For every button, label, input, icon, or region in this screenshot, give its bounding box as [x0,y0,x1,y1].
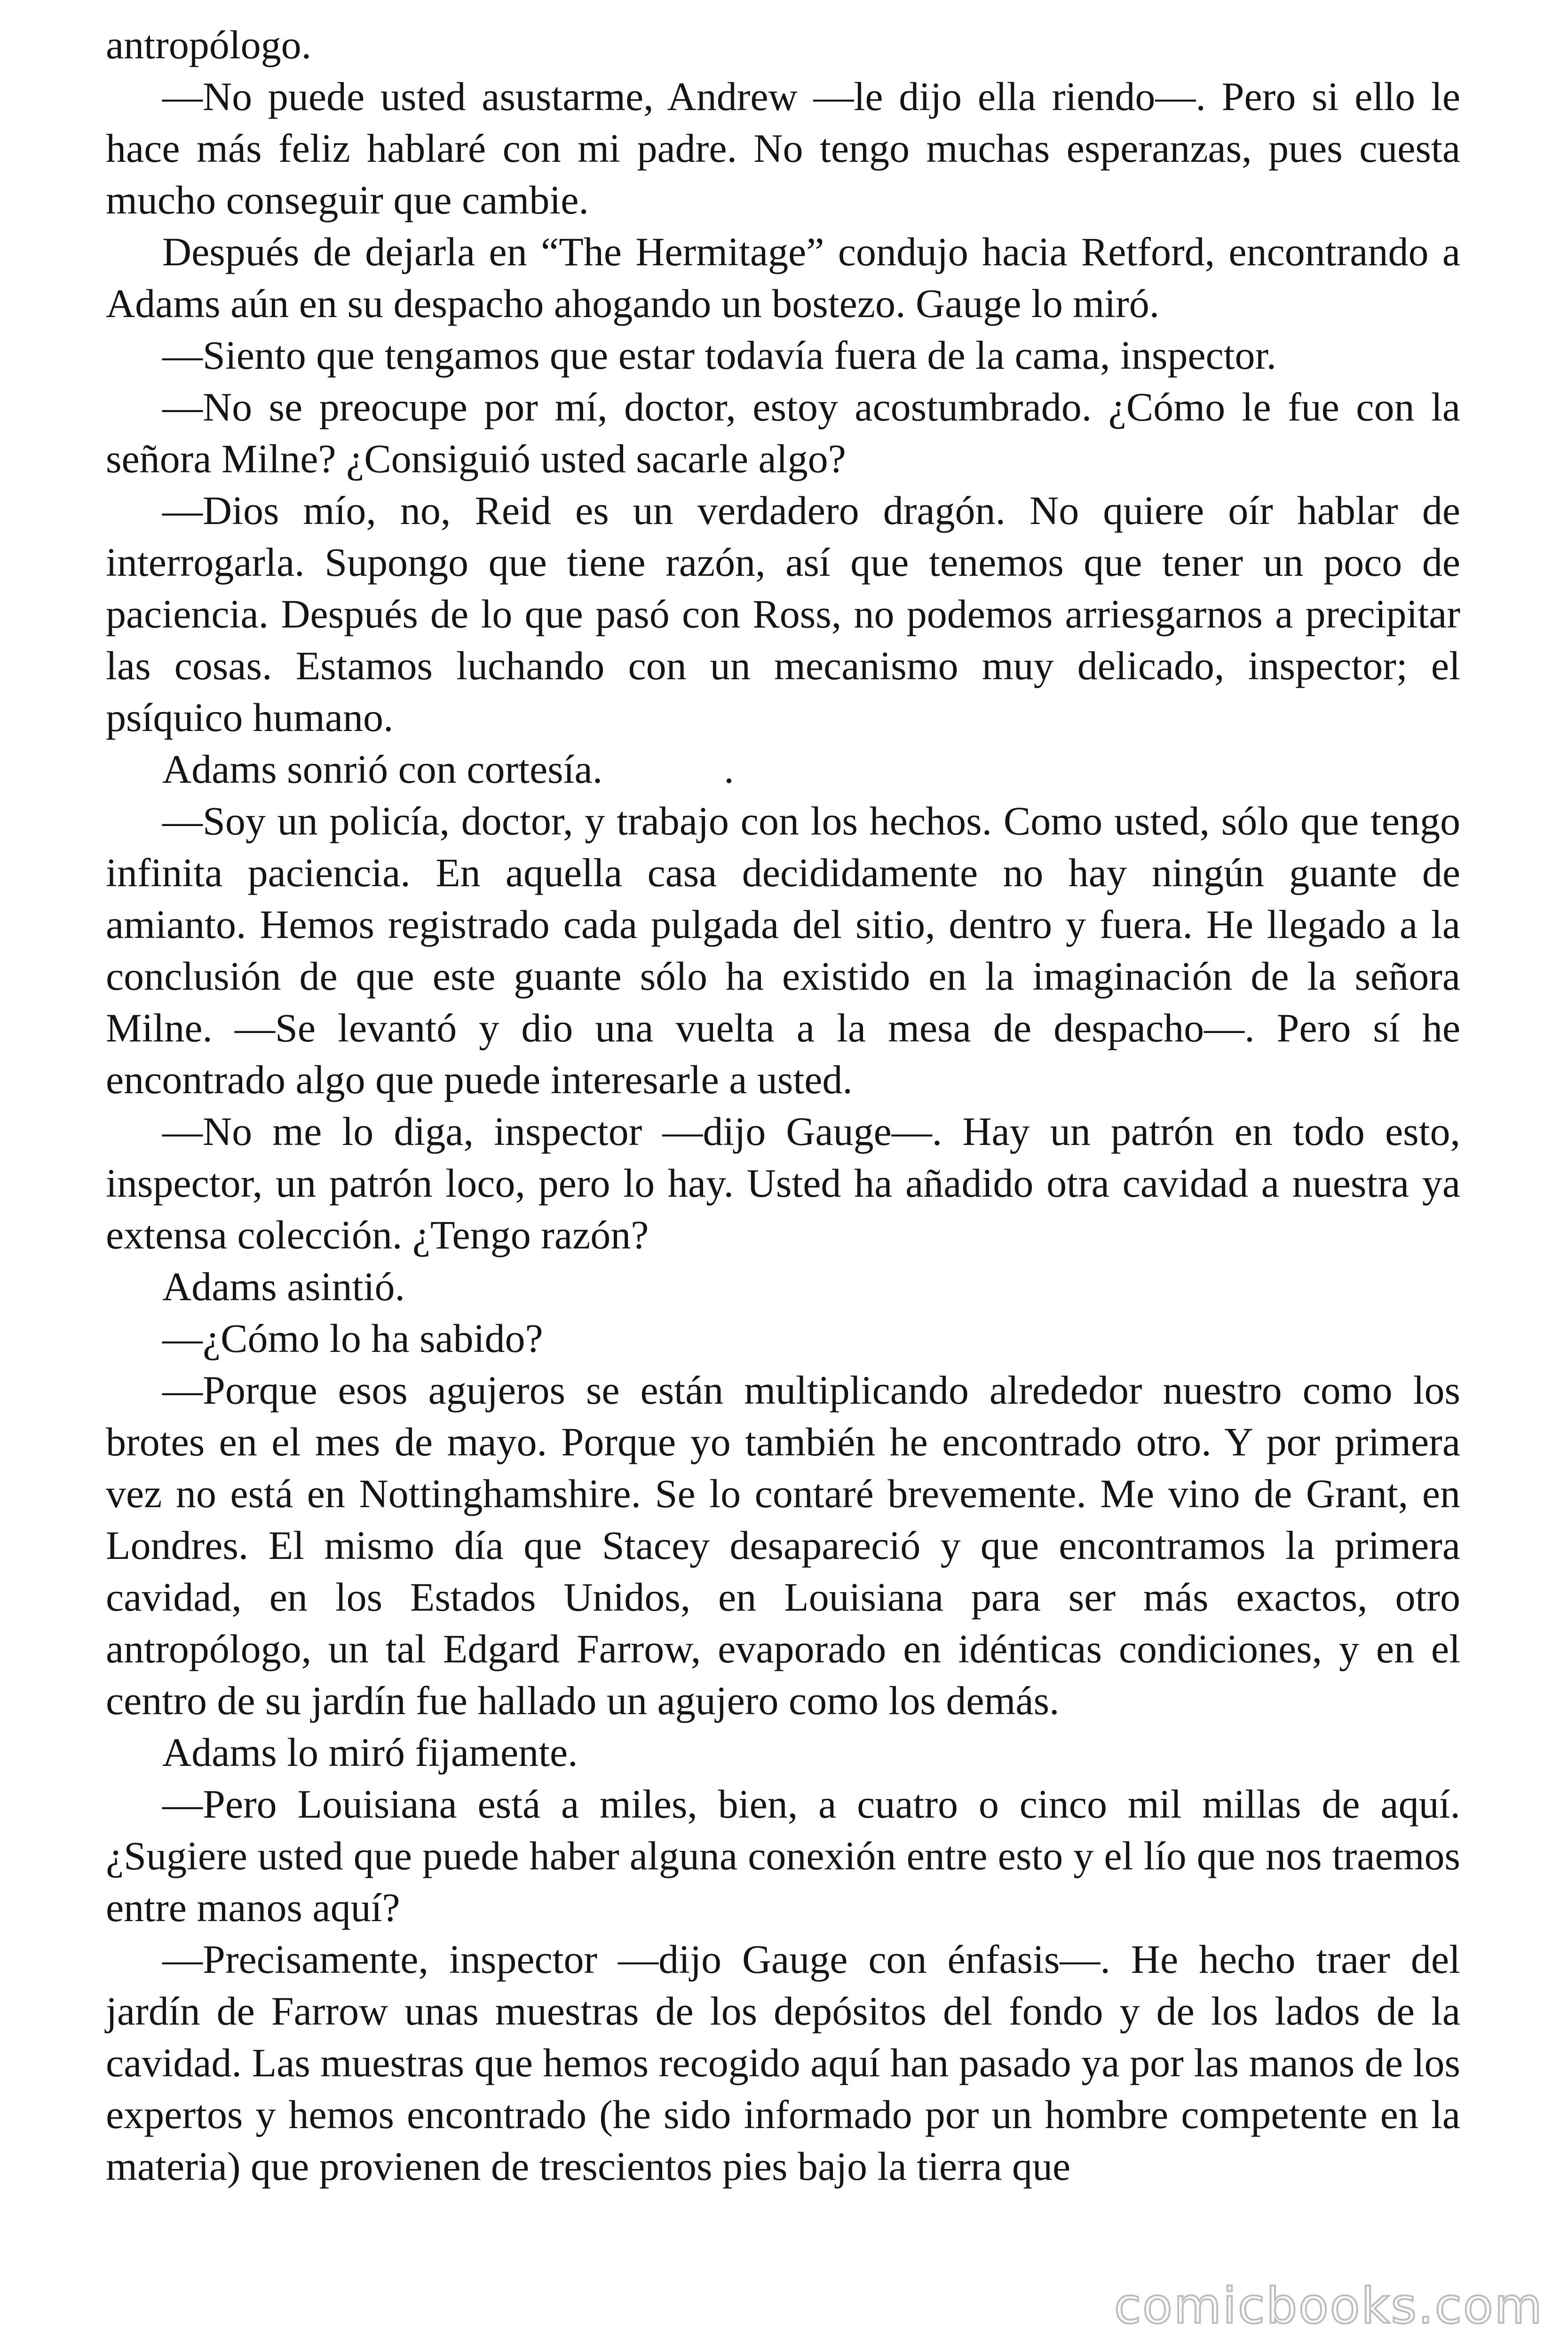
paragraph: —Pero Louisiana está a miles, bien, a cuatro o cinco mil millas de aquí. ¿Sugiere usted que puede haber alguna conexión entre esto y el lío que nos traemos entre manos aquí? [106,1781,1460,1930]
paragraph: —No se preocupe por mí, doctor, estoy acostumbrado. ¿Cómo le fue con la señora Milne? ¿Consiguió usted sacarle algo? [106,384,1460,481]
watermark-text: comicbooks.com [1114,2277,1544,2335]
paragraph: antropólogo. [106,22,312,67]
paragraph: —Porque esos agujeros se están multiplicando alrededor nuestro como los brotes en el mes de mayo. Porque yo también he encontrado otro. Y por primera vez no está en Nottinghamshire. Se lo contaré brevemente. Me vino de Grant, en Londres. El mismo día que Stacey desapareció y que encontramos la primera cavidad, en los Estados Unidos, en Louisiana para ser más exactos, otro antropólogo, un tal Edgard Farrow, evaporado en idénticas condiciones, y en el centro de su jardín fue hallado un agujero como los demás. [106,1367,1460,1723]
paragraph: —Dios mío, no, Reid es un verdadero dragón. No quiere oír hablar de interrogarla. Supongo que tiene razón, así que tenemos que tener un poco de paciencia. Después de lo que pasó con Ross, no podemos arriesgarnos a precipitar las cosas. Estamos luchando con un mecanismo muy delicado, inspector; el psíquico humano. [106,488,1460,740]
paragraph: —No me lo diga, inspector —dijo Gauge—. Hay un patrón en todo esto, inspector, un patrón loco, pero lo hay. Usted ha añadido otra cavidad a nuestra ya extensa colección. ¿Tengo razón? [106,1109,1460,1257]
paragraph: —Precisamente, inspector —dijo Gauge con énfasis—. He hecho traer del jardín de Farrow unas muestras de los depósitos del fondo y de los lados de la cavidad. Las muestras que hemos recogido aquí han pasado ya por las manos de los expertos y hemos encontrado (he sido informado por un hombre competente en la materia) que provienen de trescientos pies bajo la tierra que [106,1937,1460,2189]
page-body-text [106,19,1460,2192]
paragraph: Adams asintió. [162,1264,405,1309]
paragraph: —Siento que tengamos que estar todavía fuera de la cama, inspector. [162,333,1276,378]
paragraph: Después de dejarla en “The Hermitage” condujo hacia Retford, encontrando a Adams aún en su despacho ahogando un bostezo. Gauge lo miró. [106,229,1460,326]
paragraph: —No puede usted asustarme, Andrew —le dijo ella riendo—. Pero si ello le hace más feliz hablaré con mi padre. No tengo muchas esperanzas, pues cuesta mucho conseguir que cambie. [106,74,1460,222]
paragraph: —Soy un policía, doctor, y trabajo con los hechos. Como usted, sólo que tengo infinita paciencia. En aquella casa decididamente no hay ningún guante de amianto. Hemos registrado cada pulgada del sitio, dentro y fuera. He llegado a la conclusión de que este guante sólo ha existido en la imaginación de la señora Milne. —Se levantó y dio una vuelta a la mesa de despacho—. Pero sí he encontrado algo que puede interesarle a usted. [106,798,1460,1102]
paragraph: —¿Cómo lo ha sabido? [162,1316,543,1361]
paragraph: Adams lo miró fijamente. [162,1730,578,1775]
paragraph: Adams sonrió con cortesía. . [162,747,734,792]
